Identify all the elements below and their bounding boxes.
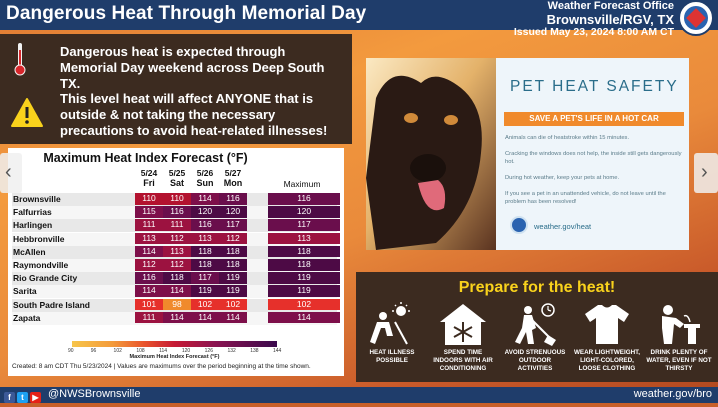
city-label: Hebbronville: [13, 233, 65, 244]
forecast-cell: 111: [135, 312, 163, 324]
water-fountain-icon: [654, 302, 704, 346]
footer-bar: [0, 387, 718, 403]
max-cell: 120: [268, 206, 340, 218]
pet-subtitle: SAVE A PET'S LIFE IN A HOT CAR: [504, 112, 684, 126]
pet-title: PET HEAT SAFETY: [510, 78, 679, 95]
max-header: Maximum: [283, 179, 321, 189]
day-header: [191, 168, 219, 188]
forecast-cell: 112: [219, 233, 247, 245]
forecast-cell: 112: [163, 259, 191, 271]
legend-tick: 126: [204, 348, 213, 354]
thermometer-icon: [14, 42, 26, 76]
max-cell: 116: [268, 193, 340, 205]
day-header: [135, 168, 163, 188]
prepare-item-label: HEAT ILLNESS POSSIBLE: [369, 349, 415, 364]
table-row: [12, 193, 337, 206]
pet-text-2: Cracking the windows does not help, the inside still gets dangerously hot.: [505, 151, 682, 165]
pet-info: [496, 58, 689, 250]
chevron-right-icon: ›: [701, 161, 708, 183]
day-dow: Sat: [169, 178, 184, 188]
forecast-cell: 114: [191, 193, 219, 205]
social-icons: [4, 389, 43, 401]
forecast-cell: 114: [135, 246, 163, 258]
table-row: [12, 233, 337, 246]
city-label: Falfurrias: [13, 207, 52, 218]
max-cell: 118: [268, 259, 340, 271]
day-date: 5/26: [196, 168, 214, 178]
forecast-cell: 111: [163, 219, 191, 231]
table-title: Maximum Heat Index Forecast (°F): [43, 151, 248, 165]
forecast-cell: 102: [191, 299, 219, 311]
forecast-cell: 114: [163, 312, 191, 324]
table-row: [12, 285, 337, 298]
forecast-cell: 113: [135, 233, 163, 245]
forecast-cell: 118: [163, 272, 191, 284]
nws-logo-icon: [678, 0, 714, 36]
city-label: Harlingen: [13, 220, 53, 231]
table-row: [12, 299, 337, 312]
table-row: [12, 206, 337, 219]
forecast-cell: 111: [135, 219, 163, 231]
forecast-cell: 112: [135, 259, 163, 271]
day-date: 5/24: [140, 168, 158, 178]
twitter-icon[interactable]: t: [17, 392, 28, 403]
pet-text-3: During hot weather, keep your pets at home.: [505, 175, 620, 181]
social-handle: @NWSBrownsville: [48, 388, 141, 400]
heat-illness-icon: [367, 302, 417, 346]
forecast-cell: 118: [191, 246, 219, 258]
forecast-cell: 113: [191, 233, 219, 245]
page-title: Dangerous Heat Through Memorial Day: [6, 3, 367, 24]
forecast-cell: 116: [135, 272, 163, 284]
forecast-cell: 120: [219, 206, 247, 218]
forecast-cell: 119: [219, 285, 247, 297]
city-label: Zapata: [13, 312, 41, 323]
forecast-cell: 114: [191, 312, 219, 324]
dog-illustration: [366, 58, 496, 250]
day-dow: Fri: [143, 178, 155, 188]
carousel-prev-button[interactable]: [0, 153, 22, 193]
office-url[interactable]: weather.gov/bro: [633, 388, 712, 400]
max-cell: 118: [268, 246, 340, 258]
issued-time: Issued May 23, 2024 8:00 AM CT: [513, 26, 674, 38]
forecast-cell: 113: [163, 246, 191, 258]
max-cell: 119: [268, 272, 340, 284]
pet-heat-safety-card: [366, 58, 689, 250]
day-date: 5/27: [224, 168, 242, 178]
office-line2: Brownsville/RGV, TX: [546, 12, 674, 27]
legend-tick: 102: [113, 348, 122, 354]
day-dow: Sun: [196, 178, 214, 188]
table-row: [12, 246, 337, 259]
table-footnote: Created: 8 am CDT Thu 5/23/2024 | Values are maximums over the period beginning at the time shown.: [12, 363, 311, 370]
legend-tick: 108: [136, 348, 145, 354]
forecast-cell: 114: [219, 312, 247, 324]
anyone-message: This level heat will affect ANYONE that is outside & not taking the necessary precautions to avoid heat-related illnesses!: [60, 91, 328, 138]
max-cell: 102: [268, 299, 340, 311]
city-label: McAllen: [13, 246, 46, 257]
forecast-cell: 119: [191, 285, 219, 297]
max-cell: 119: [268, 285, 340, 297]
legend-tick: 144: [273, 348, 282, 354]
youtube-icon[interactable]: ▶: [30, 392, 41, 403]
forecast-cell: 116: [163, 206, 191, 218]
forecast-cell: 102: [219, 299, 247, 311]
legend-tick: 90: [68, 348, 74, 354]
forecast-cell: 112: [163, 233, 191, 245]
forecast-table: [8, 148, 344, 376]
prepare-title: Prepare for the heat!: [458, 279, 616, 296]
legend-tick: 114: [159, 348, 168, 354]
city-label: Brownsville: [13, 194, 61, 204]
pet-text-1: Animals can die of heatstroke within 15 minutes.: [505, 135, 630, 141]
forecast-cell: 120: [191, 206, 219, 218]
forecast-cell: 116: [191, 219, 219, 231]
forecast-cell: 119: [219, 272, 247, 284]
forecast-cell: 118: [191, 259, 219, 271]
city-label: Rio Grande City: [13, 273, 78, 284]
day-date: 5/25: [168, 168, 186, 178]
forecast-cell: 110: [135, 193, 163, 205]
table-row: [12, 219, 337, 232]
day-header: [163, 168, 191, 188]
shoveling-icon: [510, 302, 560, 346]
city-label: South Padre Island: [13, 299, 90, 310]
legend-tick: 138: [250, 348, 259, 354]
header-bar: [0, 0, 718, 38]
prepare-item: [573, 302, 641, 373]
day-header: [219, 168, 247, 188]
prepare-item-label: AVOID STRENUOUS OUTDOOR ACTIVITIES: [504, 349, 566, 372]
prepare-item: [645, 302, 713, 373]
forecast-cell: 114: [163, 285, 191, 297]
prepare-item-label: DRINK PLENTY OF WATER, EVEN IF NOT THIRSTY: [646, 349, 712, 372]
pet-url: weather.gov/heat: [534, 222, 592, 231]
table-row: [12, 272, 337, 285]
forecast-cell: 98: [163, 299, 191, 311]
forecast-cell: 116: [219, 193, 247, 205]
max-cell: 117: [268, 219, 340, 231]
chevron-left-icon: ‹: [5, 161, 12, 183]
pet-text-4: If you see a pet in an unattended vehicle, do not leave until the problem has been resolved!: [505, 191, 666, 205]
prepare-panel: [356, 272, 718, 382]
carousel-next-button[interactable]: [694, 153, 718, 193]
tshirt-icon: [582, 302, 632, 346]
forecast-cell: 115: [135, 206, 163, 218]
forecast-cell: 118: [219, 259, 247, 271]
ac-house-icon: [438, 302, 488, 346]
heat-message: Dangerous heat is expected through Memorial Day weekend across Deep South TX.: [60, 44, 325, 91]
table-row: [12, 259, 337, 272]
noaa-logo-icon: [510, 216, 528, 234]
prepare-item: [429, 302, 497, 373]
legend-tick: 120: [181, 348, 191, 354]
forecast-cell: 117: [191, 272, 219, 284]
legend-caption: Maximum Heat Index Forecast (°F): [129, 354, 220, 360]
city-label: Sarita: [13, 286, 37, 297]
city-label: Raymondville: [13, 260, 69, 270]
office-line1: Weather Forecast Office: [547, 0, 674, 12]
legend-tick: 132: [227, 348, 236, 354]
max-cell: 113: [268, 233, 340, 245]
forecast-cell: 117: [219, 219, 247, 231]
forecast-cell: 110: [163, 193, 191, 205]
office-info: [514, 0, 674, 39]
forecast-cell: 118: [219, 246, 247, 258]
prepare-item-label: WEAR LIGHTWEIGHT, LIGHT-COLORED, LOOSE CLOTHING: [573, 349, 641, 372]
legend-tick: 96: [90, 348, 97, 354]
legend-color-bar: [72, 341, 277, 347]
prepare-item: [501, 302, 569, 373]
forecast-cell: 101: [135, 299, 163, 311]
forecast-cell: 114: [135, 285, 163, 297]
facebook-icon[interactable]: f: [4, 392, 15, 403]
dog-photo: [366, 58, 496, 250]
day-dow: Mon: [223, 178, 243, 188]
warning-icon: [10, 97, 44, 129]
prepare-item-label: SPEND TIME INDOORS WITH AIR CONDITIONING: [433, 349, 493, 372]
max-cell: 114: [268, 312, 340, 324]
table-row: [12, 312, 337, 325]
prepare-item: [358, 302, 426, 365]
